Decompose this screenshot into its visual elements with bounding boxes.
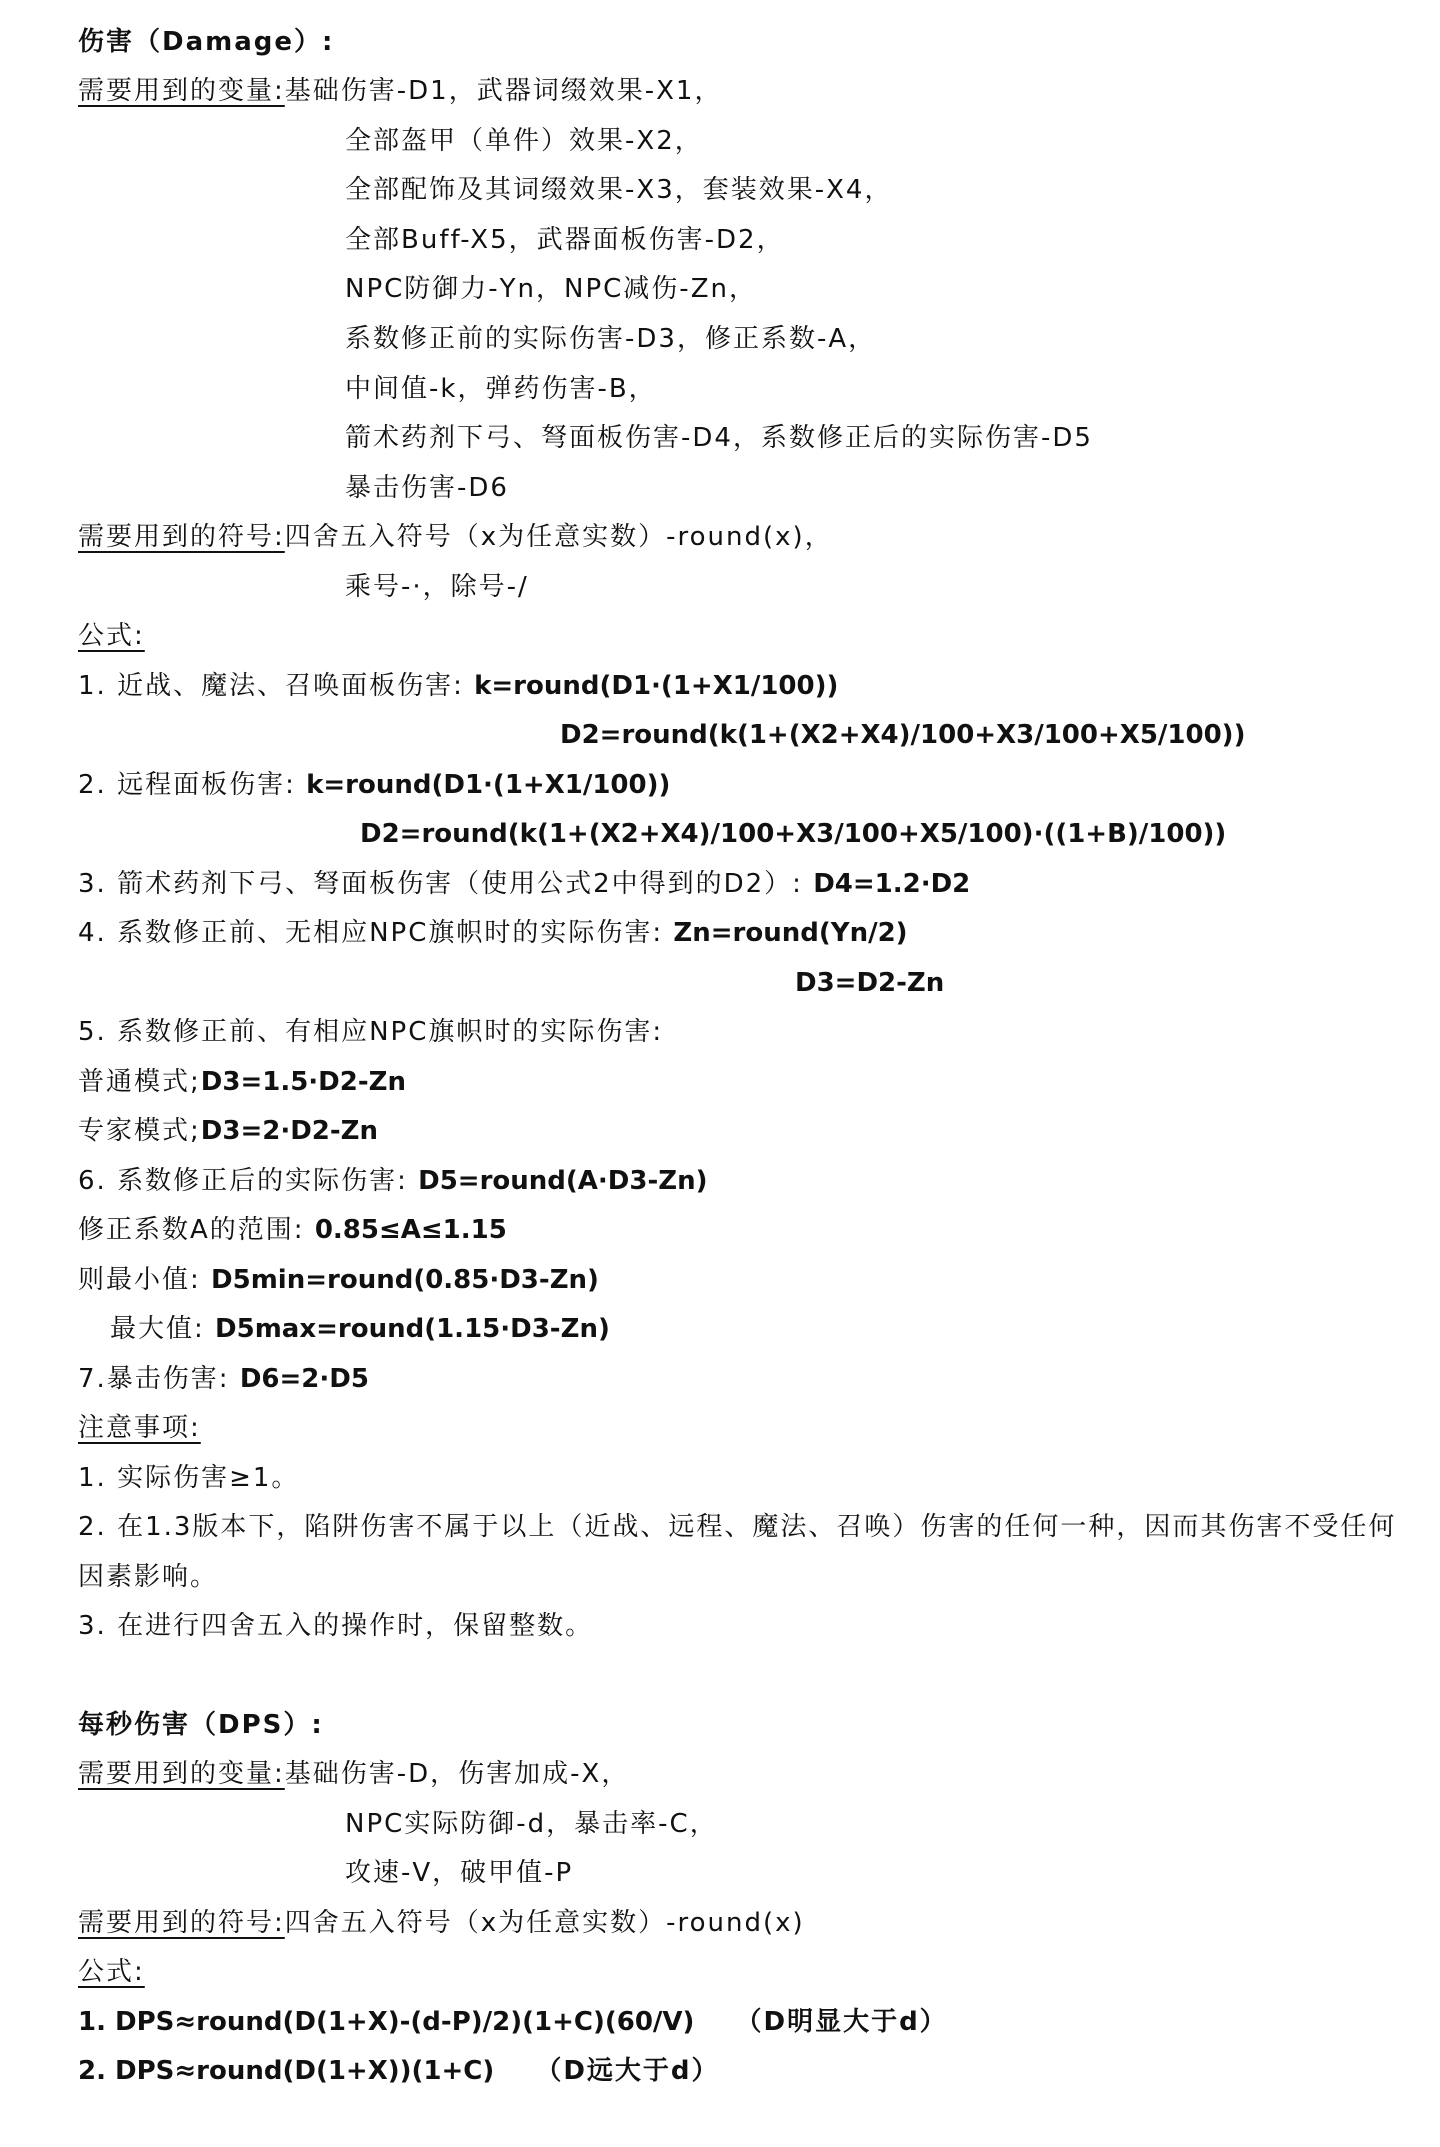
normal-mode-label: 普通模式; — [78, 1067, 201, 1097]
dps-title: 每秒伤害（DPS）: — [78, 1710, 324, 1740]
dps-symbols-line — [78, 1898, 805, 1948]
dps-var-line: 基础伤害-D，伤害加成-X， — [284, 1759, 630, 1789]
damage-symbols-line — [78, 512, 833, 562]
damage-var-line: 全部配饰及其词缀效果-X3，套装效果-X4， — [345, 175, 893, 205]
min-formula: D5min=round(0.85·D3-Zn) — [211, 1265, 599, 1295]
dps-var-line: 攻速-V，破甲值-P — [345, 1858, 574, 1888]
damage-formula-label: 公式: — [78, 621, 145, 651]
formula-7-d6: D6=2·D5 — [239, 1364, 369, 1394]
damage-vars-label: 需要用到的变量: — [78, 76, 285, 106]
dps-formula-2-note: （D远大于d） — [535, 2056, 720, 2086]
formula-6-d5: D5=round(A·D3-Zn) — [418, 1166, 708, 1196]
damage-vars-line — [78, 66, 722, 116]
expert-mode-label: 专家模式; — [78, 1116, 201, 1146]
damage-var-line: 全部Buff-X5，武器面板伤害-D2， — [345, 225, 785, 255]
formula-1-label: 1. 近战、魔法、召唤面板伤害: — [78, 671, 464, 701]
formula-5-label: 5. 系数修正前、有相应NPC旗帜时的实际伤害: — [78, 1017, 664, 1047]
formula-4-d3: D3=D2-Zn — [795, 968, 945, 998]
damage-var-line: 中间值-k，弹药伤害-B， — [345, 374, 657, 404]
formula-3-label: 3. 箭术药剂下弓、弩面板伤害（使用公式2中得到的D2）: — [78, 869, 803, 899]
normal-mode-formula: D3=1.5·D2-Zn — [200, 1067, 406, 1097]
damage-symbol-line: 乘号-·，除号-/ — [345, 572, 529, 602]
formula-3 — [78, 859, 970, 909]
damage-title: 伤害（Damage）: — [78, 27, 335, 57]
expert-mode-formula: D3=2·D2-Zn — [200, 1116, 379, 1146]
formula-1-d2: D2=round(k(1+(X2+X4)/100+X3/100+X5/100)) — [560, 720, 1246, 750]
maximum-value — [110, 1304, 610, 1354]
note-3: 3. 在进行四舍五入的操作时，保留整数。 — [78, 1611, 594, 1641]
dps-var-line: NPC实际防御-d，暴击率-C， — [345, 1809, 718, 1839]
range-value: 0.85≤A≤1.15 — [314, 1215, 507, 1245]
damage-var-line: NPC防御力-Yn，NPC减伤-Zn， — [345, 274, 757, 304]
dps-symbols-label: 需要用到的符号: — [78, 1908, 285, 1938]
min-label: 则最小值: — [78, 1265, 201, 1295]
formula-7-label: 7.暴击伤害: — [78, 1364, 230, 1394]
max-label: 最大值: — [110, 1314, 205, 1344]
minimum-value — [78, 1255, 599, 1305]
formula-1-k: k=round(D1·(1+X1/100)) — [474, 671, 839, 701]
dps-vars-label: 需要用到的变量: — [78, 1759, 285, 1789]
formula-5-expert — [78, 1106, 378, 1156]
dps-formula-1-expr: 1. DPS≈round(D(1+X)-(d-P)/2)(1+C)(60/V) — [78, 2007, 695, 2037]
range-label: 修正系数A的范围: — [78, 1215, 305, 1245]
formula-6 — [78, 1156, 707, 1206]
formula-2-k: k=round(D1·(1+X1/100)) — [306, 770, 671, 800]
damage-symbols-label: 需要用到的符号: — [78, 522, 285, 552]
formula-4-label: 4. 系数修正前、无相应NPC旗帜时的实际伤害: — [78, 918, 664, 948]
damage-var-line: 系数修正前的实际伤害-D3，修正系数-A， — [345, 324, 877, 354]
formula-2-label: 2. 远程面板伤害: — [78, 770, 296, 800]
dps-formula-2 — [78, 2046, 720, 2096]
formula-1 — [78, 661, 838, 711]
formula-4-zn: Zn=round(Yn/2) — [673, 918, 908, 948]
note-2: 2. 在1.3版本下，陷阱伤害不属于以上（近战、远程、魔法、召唤）伤害的任何一种，因而其伤害不受任何因素影响。 — [78, 1512, 1397, 1592]
damage-var-line: 箭术药剂下弓、弩面板伤害-D4，系数修正后的实际伤害-D5 — [345, 423, 1093, 453]
note-1: 1. 实际伤害≥1。 — [78, 1463, 300, 1493]
formula-6-label: 6. 系数修正后的实际伤害: — [78, 1166, 408, 1196]
damage-var-line: 全部盔甲（单件）效果-X2， — [345, 126, 703, 156]
formula-2 — [78, 760, 670, 810]
dps-formula-1-note: （D明显大于d） — [735, 2007, 948, 2037]
damage-var-line: 基础伤害-D1，武器词缀效果-X1， — [284, 76, 723, 106]
damage-var-line: 暴击伤害-D6 — [345, 473, 509, 503]
dps-vars-line — [78, 1749, 629, 1799]
notes-label: 注意事项: — [78, 1413, 201, 1443]
formula-5-normal — [78, 1057, 406, 1107]
dps-formula-1 — [78, 1997, 948, 2047]
max-formula: D5max=round(1.15·D3-Zn) — [215, 1314, 610, 1344]
damage-symbol-line: 四舍五入符号（x为任意实数）-round(x)， — [284, 522, 833, 552]
coefficient-range — [78, 1205, 507, 1255]
formula-3-d4: D4=1.2·D2 — [813, 869, 971, 899]
dps-formula-label: 公式: — [78, 1957, 145, 1987]
dps-symbols: 四舍五入符号（x为任意实数）-round(x) — [284, 1908, 805, 1938]
formula-2-d2: D2=round(k(1+(X2+X4)/100+X3/100+X5/100)·((1+B)/100)) — [360, 819, 1227, 849]
formula-4 — [78, 908, 908, 958]
formula-7 — [78, 1354, 369, 1404]
dps-formula-2-expr: 2. DPS≈round(D(1+X))(1+C) — [78, 2056, 495, 2086]
